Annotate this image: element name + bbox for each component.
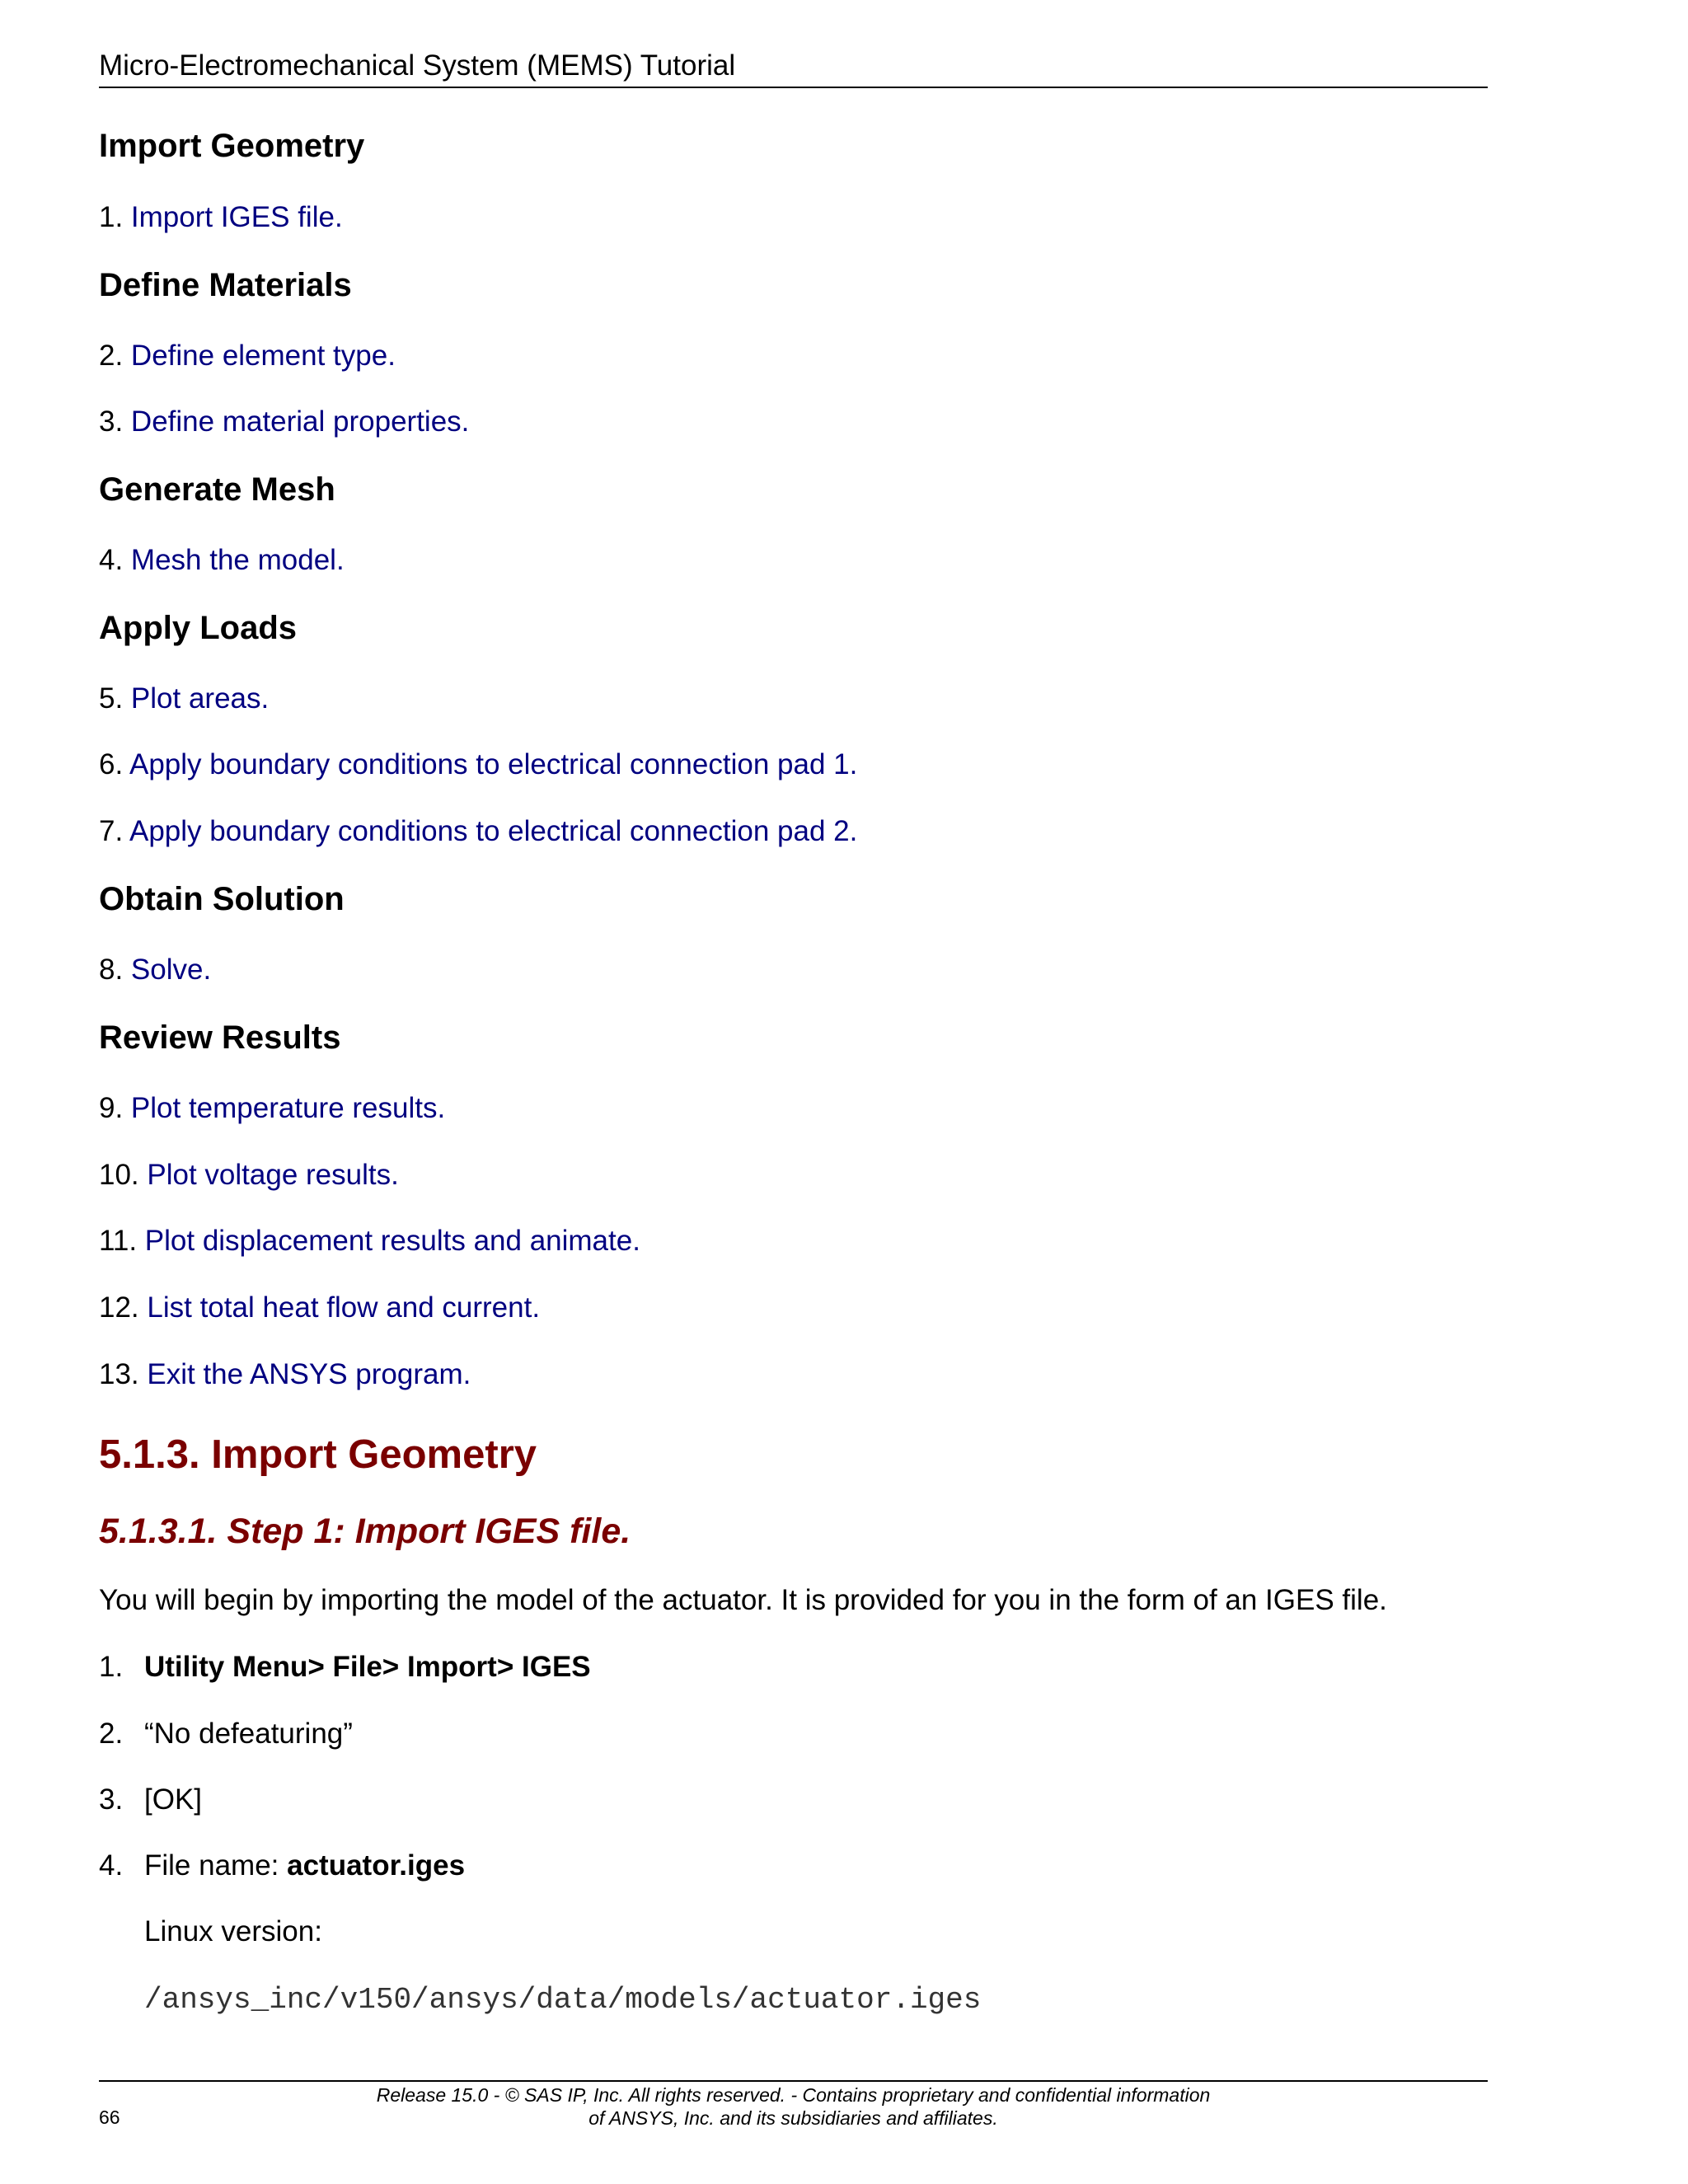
linux-file-path: /ansys_inc/v150/ansys/data/models/actuator.iges [144,1983,982,2017]
step-item [99,679,269,719]
step-link-plot-temperature[interactable]: Plot temperature results. [130,1092,446,1124]
step-link-solve[interactable]: Solve. [130,954,212,986]
step-number: 8. [99,954,131,986]
step-item [99,198,343,237]
step-number: 7. [99,815,129,847]
step-number: 12. [99,1291,148,1324]
footer-line-2: of ANSYS, Inc. and its subsidiaries and affiliates. [588,2107,998,2129]
footer-copyright [99,2083,1488,2130]
step-item [99,541,345,580]
step-item [99,1221,640,1261]
step-link-boundary-pad-2[interactable]: Apply boundary conditions to electrical connection pad 2. [129,815,858,847]
step-item [99,812,857,851]
step-item [99,950,211,990]
step-link-define-material-properties[interactable]: Define material properties. [130,405,470,438]
step-number: 11. [99,1225,145,1257]
procedure-step-text: File name: [144,1849,288,1882]
step-link-boundary-pad-1[interactable]: Apply boundary conditions to electrical connection pad 1. [129,748,858,780]
step-link-plot-displacement[interactable]: Plot displacement results and animate. [144,1225,640,1257]
step-link-mesh-model[interactable]: Mesh the model. [130,544,345,576]
step-number: 5. [99,682,131,715]
step-item [99,1155,399,1195]
group-heading-generate-mesh: Generate Mesh [99,471,335,508]
step-number: 3. [99,405,131,438]
procedure-step-number: 4. [99,1849,124,1882]
running-header: Micro-Electromechanical System (MEMS) Tutorial [99,49,736,82]
page-number: 66 [99,2107,120,2128]
step-link-plot-areas[interactable]: Plot areas. [130,682,270,715]
procedure-step-text: [OK] [144,1783,203,1816]
step-item [99,745,857,785]
procedure-step [99,1846,465,1886]
step-number: 6. [99,748,129,780]
header-rule [99,87,1488,88]
step-number: 2. [99,340,131,372]
procedure-step [99,1647,591,1687]
procedure-step-number: 1. [99,1651,124,1683]
group-heading-obtain-solution: Obtain Solution [99,881,345,917]
linux-version-label: Linux version: [144,1915,322,1947]
section-title: 5.1.3. Import Geometry [99,1432,537,1477]
step-link-import-iges[interactable]: Import IGES file. [130,201,343,233]
group-heading-import-geometry: Import Geometry [99,128,365,164]
procedure-step [99,1714,353,1754]
intro-paragraph: You will begin by importing the model of the actuator. It is provided for you in the form of an IGES file. [99,1584,1387,1616]
procedure-step-number: 3. [99,1783,124,1816]
step-item [99,402,469,442]
step-item [99,1089,445,1128]
document-page [99,0,1488,2184]
step-number: 10. [99,1159,148,1191]
procedure-step [99,1780,202,1820]
step-number: 9. [99,1092,131,1124]
file-name-value: actuator.iges [287,1849,466,1882]
step-item [99,1288,540,1328]
step-link-list-heat-flow[interactable]: List total heat flow and current. [147,1291,541,1324]
menu-path: Utility Menu> File> Import> IGES [144,1651,591,1683]
footer-rule [99,2080,1488,2082]
procedure-step-text: “No defeaturing” [144,1718,353,1750]
procedure-step-number: 2. [99,1718,124,1750]
group-heading-review-results: Review Results [99,1019,341,1056]
group-heading-apply-loads: Apply Loads [99,610,298,646]
step-number: 4. [99,544,131,576]
step-number: 13. [99,1358,148,1390]
step-link-exit-ansys[interactable]: Exit the ANSYS program. [147,1358,471,1390]
group-heading-define-materials: Define Materials [99,267,352,303]
step-item [99,1355,471,1394]
step-link-define-element-type[interactable]: Define element type. [130,340,396,372]
subsection-title: 5.1.3.1. Step 1: Import IGES file. [99,1511,631,1551]
step-link-plot-voltage[interactable]: Plot voltage results. [147,1159,399,1191]
step-item [99,336,396,376]
footer-line-1: Release 15.0 - © SAS IP, Inc. All rights reserved. - Contains proprietary and confidential information [376,2084,1211,2106]
step-number: 1. [99,201,131,233]
